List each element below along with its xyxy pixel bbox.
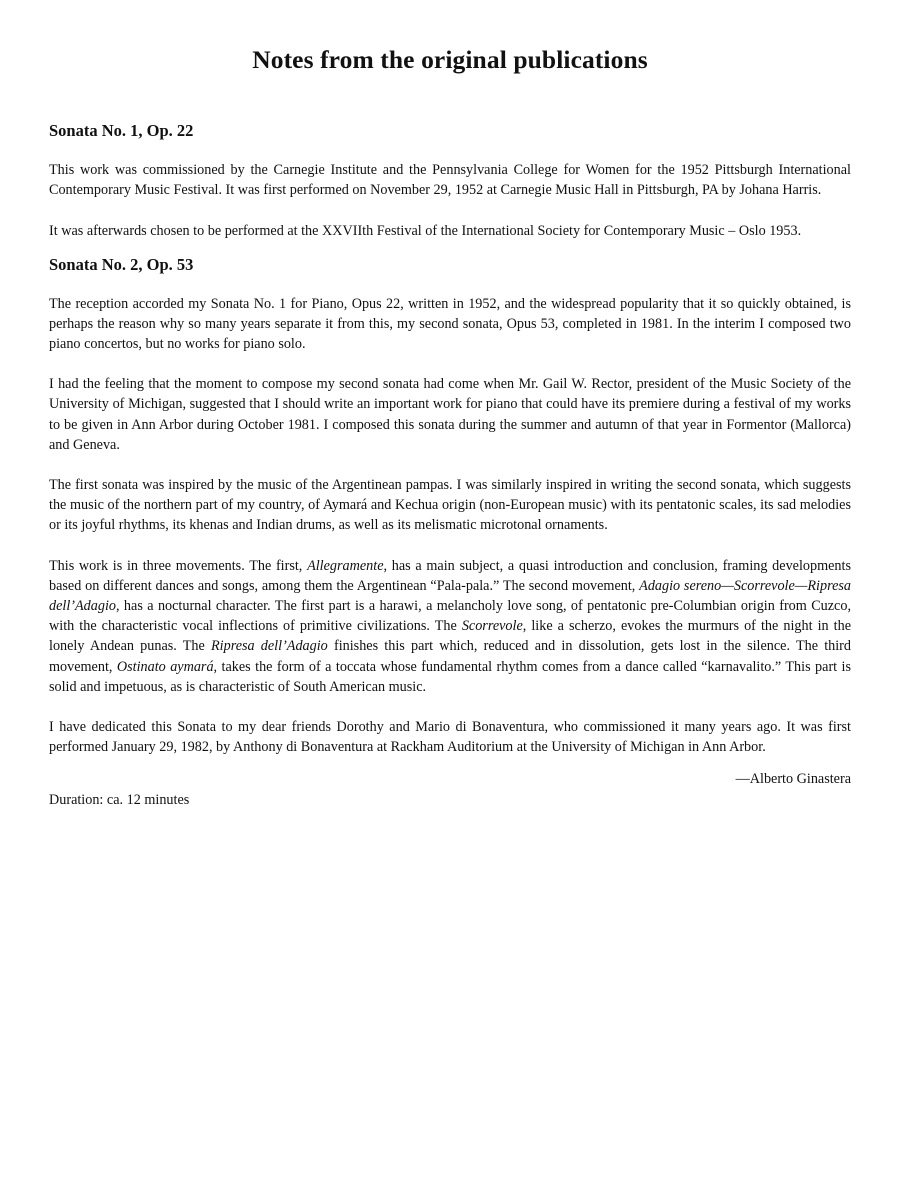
sonata-2-paragraph-3: The first sonata was inspired by the music of the Argentinean pampas. I was similarly inspired in writing the second sonata, which suggests the music of the northern part of my country, of Aymará and Kechua origin (non-European music) with its pentatonic scales, its sad melodies or its joyful rhythms, its khenas and Indian drums, as well as its melismatic microtonal ornaments. [49,477,851,534]
sonata-1-paragraph-1: This work was commissioned by the Carnegie Institute and the Pennsylvania College for Women for the 1952 Pittsburgh International Contemporary Music Festival. It was first performed on November 29, 1952 at Carnegie Music Hall in Pittsburgh, PA by Johana Harris. [49,162,851,199]
text-run: , takes the form of a toccata whose fundamental rhythm comes from a dance called “karnavalito.” This part is solid and impetuous, as is characteristic of South American music. [49,658,852,695]
sonata-1-heading: Sonata No. 1, Op. 22 [49,121,194,140]
author-signature: —Alberto Ginastera [735,771,851,788]
text-run: finishes this part which, reduced and in dissolution, gets lost in the silence. The third movement, [49,638,851,675]
sonata-2-section [49,254,851,758]
page-title: Notes from the original publications [252,45,648,74]
sonata-2-heading: Sonata No. 2, Op. 53 [49,254,194,274]
document-page [49,44,851,810]
text-run: , has a main subject, a quasi introduction and conclusion, framing developments based on different dances and songs, among them the Argentinean “Pala-pala.” The second movement, [49,557,851,594]
text-run: This work is in three movements. The first, [49,557,308,574]
duration-note: Duration: ca. 12 minutes [49,792,190,809]
section-title-scorrevole: Scorrevole [461,618,523,635]
sonata-1-paragraph-2: It was afterwards chosen to be performed at the XXVIIth Festival of the International Society for Contemporary Music – Oslo 1953. [49,223,802,240]
text-run: , like a scherzo, evokes the murmurs of the night in the lonely Andean punas. The [49,618,851,655]
movement-title-ostinato: Ostinato aymará [116,658,214,675]
sonata-2-paragraph-1: The reception accorded my Sonata No. 1 for Piano, Opus 22, written in 1952, and the widespread popularity that it so quickly obtained, is perhaps the reason why so many years separate it from this, my second sonata, Opus 53, completed in 1981. In the interim I composed two piano concertos, but no works for piano solo. [49,295,851,353]
text-run: , has a nocturnal character. The first part is a harawi, a melancholy love song, of pentatonic pre-Columbian origin from Cuzco, with the characteristic vocal inflections of primitive civilizations. The [49,598,851,635]
section-title-ripresa: Ripresa dell’Adagio [211,638,328,655]
movement-title-adagio: Adagio sereno—Scorrevole—Ripresa dell’Adagio [49,577,851,615]
sonata-2-paragraph-4 [49,556,851,697]
sonata-2-paragraph-5: I have dedicated this Sonata to my dear friends Dorothy and Mario di Bonaventura, who commissioned it many years ago. It was first performed January 29, 1982, by Anthony di Bonaventura at Rackham Auditorium at the University of Michigan in Ann Arbor. [49,719,851,756]
sonata-1-section [49,120,851,242]
movement-title-allegramente: Allegramente [307,557,384,574]
sonata-2-paragraph-2: I had the feeling that the moment to compose my second sonata had come when Mr. Gail W. Rector, president of the Music Society of the University of Michigan, suggested that I should write an important work for piano that could have its premiere during a festival of my works to be given in Ann Arbor during October 1981. I composed this sonata during the summer and autumn of that year in Formentor (Mallorca) and Geneva. [49,376,851,453]
